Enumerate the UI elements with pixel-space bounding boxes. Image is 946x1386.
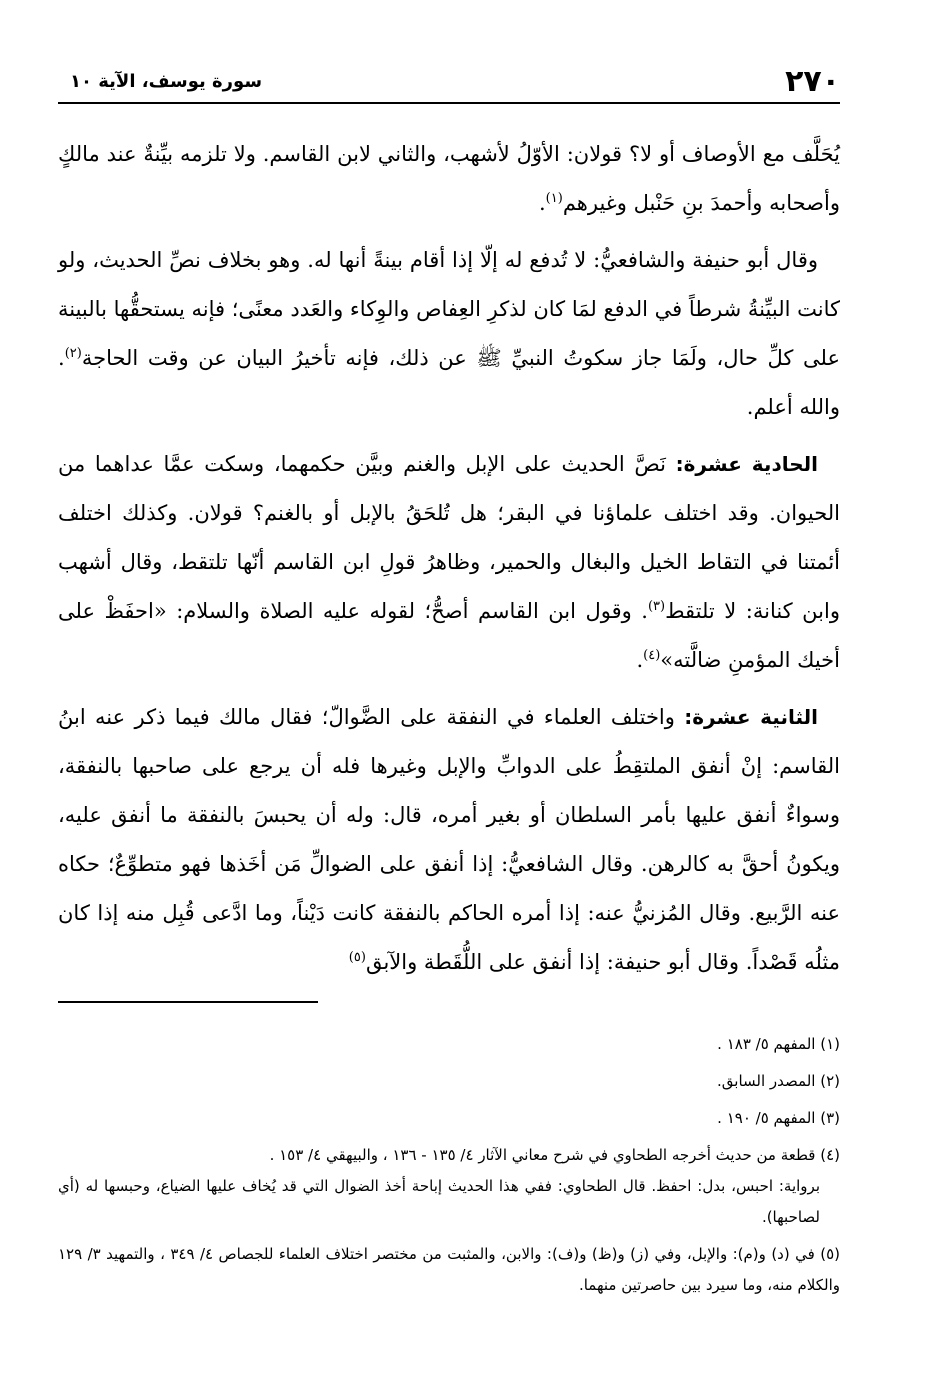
footnote-separator <box>58 1001 318 1003</box>
paragraph <box>58 236 840 432</box>
book-page <box>58 60 840 1307</box>
paragraph <box>58 440 840 685</box>
paragraph <box>58 130 840 228</box>
footnote: (٤) قطعة من حديث أخرجه الطحاوي في شرح معاني الآثار ٤/ ١٣٥ - ١٣٦ ، والبيهقي ٤/ ١٥٣ . <box>269 1146 840 1164</box>
footnote-ref: (٤) <box>643 648 661 663</box>
footnote-ref: (١) <box>545 191 563 206</box>
paragraph-text: . <box>636 648 644 672</box>
main-text <box>58 130 840 987</box>
footnote-ref: (٣) <box>647 599 666 614</box>
footnote-ref: (٢) <box>64 346 82 361</box>
paragraph-text: واختلف العلماء في النفقة على الضَّوالّ؛ فقال مالك فيما ذكر عنه ابنُ القاسم: إنْ أنفق الملتقِطُ على الدوابِّ والإبل وغيرها فله أن يرجع على صاحبها بالنفقة، وسواءٌ أنفق عليها بأمر السلطان أو بغير أمره، قال: وله أن يحبسَ بالنفقة ما أنفق عليه، ويكونُ أحقَّ به كالرهن. وقال الشافعيُّ: إذا أنفق على الضوالِّ مَن أخَذها فهو متطوِّعٌ؛ حكاه عنه الرَّبيع. وقال المُزنيُّ عنه: إذا أمره الحاكم بالنفقة كانت دَيْناً، وما ادَّعى قُبِل منه إذا كان مثلُه قَصْداً. وقال أبو حنيفة: إذا أنفق على اللُّقَطة والآبق <box>58 705 840 974</box>
footnote-ref: (٥) <box>348 950 366 965</box>
paragraph-text: وقال أبو حنيفة والشافعيُّ: لا تُدفع له إلّا إذا أقام بينةً أنها له. وهو بخلاف نصِّ الحديث، ولو كانت البيِّنةُ شرطاً في الدفع لمَا كان لذكرِ العِفاص والوِكاء والعَدد معنًى؛ فإنه يستحقُّها بالبينة على كلِّ حال، ولَمَا جاز سكوتُ النبيِّ ﷺ عن ذلك، فإنه تأخيرُ البيان عن وقت الحاجة <box>58 248 840 370</box>
footnote: (٥) في (د) و(م): والإبل، وفي (ز) و(ظ) و(ف): والابن، والمثبت من مختصر اختلاف العلماء للجصاص ٤/ ٣٤٩ ، والتمهيد ٣/ ١٢٩ والكلام منه، وما سيرد بين حاصرتين منهما. <box>58 1245 841 1294</box>
footnote: (٣) المفهم ٥/ ١٩٠ . <box>717 1109 840 1127</box>
page-number: ٢٧٠ <box>785 64 840 99</box>
paragraph-text: . والله أعلم. <box>58 346 840 419</box>
page-header <box>58 60 840 104</box>
footnote-continuation: برواية: احبس، بدل: احفظ. قال الطحاوي: ففي هذا الحديث إباحة أخذ الضوال التي قد يُخاف عليها الضياع، وحبسها له (أي لصاحبها). <box>58 1177 820 1226</box>
section-lead: الحادية عشرة: <box>675 452 818 476</box>
paragraph-text: . <box>538 191 546 215</box>
footnote: (٢) المصدر السابق. <box>717 1072 840 1090</box>
paragraph <box>58 693 840 987</box>
running-head: سورة يوسف، الآية ١٠ <box>70 71 263 92</box>
paragraph-text: نَصَّ الحديث على الإبل والغنم وبيَّن حكمهما، وسكت عمَّا عداهما من الحيوان. وقد اختلف علماؤنا في البقر؛ هل تُلحَقُ بالإبل أو بالغنم؟ قولان. وكذلك اختلف أئمتنا في التقاط الخيل والبغال والحمير، وظاهرُ قولِ ابن القاسم أنّها تلتقط، وقال أشهب وابن كنانة: لا تلتقط <box>58 452 840 623</box>
footnotes <box>58 1029 840 1301</box>
paragraph-text: . وقول ابن القاسم أصحُّ؛ لقوله عليه الصلاة والسلام: «احفَظْ على أخيك المؤمنِ ضالَّته» <box>58 599 840 672</box>
section-lead: الثانية عشرة: <box>684 705 818 729</box>
paragraph-text: يُحَلَّف مع الأوصاف أو لا؟ قولان: الأوّلُ لأشهب، والثاني لابن القاسم. ولا تلزمه بيِّنةٌ عند مالكٍ وأصحابه وأحمدَ بنِ حَنْبل وغيرهم <box>58 142 840 215</box>
footnote: (١) المفهم ٥/ ١٨٣ . <box>717 1035 840 1053</box>
